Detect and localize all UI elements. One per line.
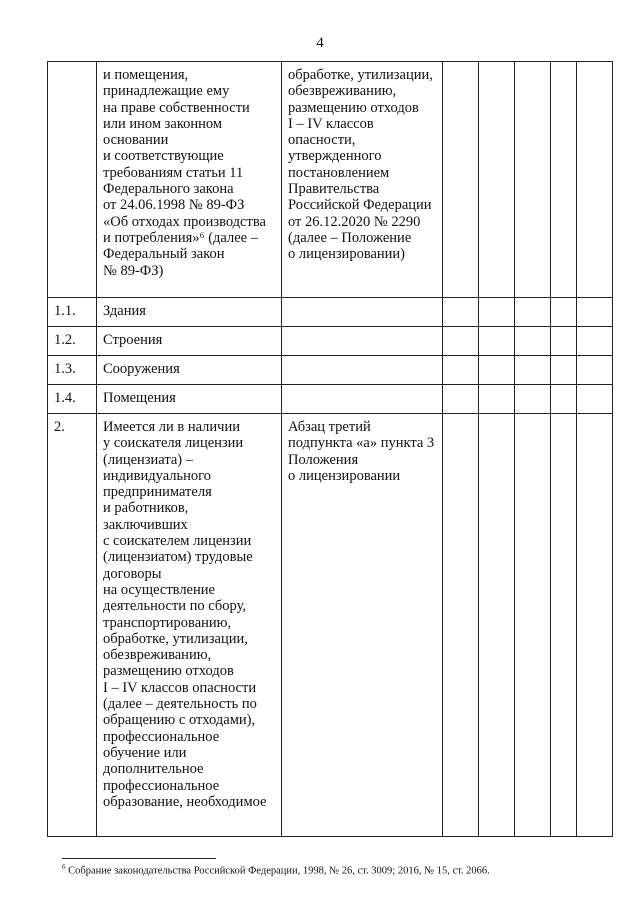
reference-line: Абзац третий [288,419,371,435]
reference-line: подпункта «а» пункта 3 [288,435,435,452]
requirement-line: и потребления»⁶ (далее – [103,229,258,246]
reference-line: утвержденного [288,148,382,165]
requirement-cell [97,327,282,356]
reference-line: обработке, утилизации, [288,67,433,83]
answer-cell [577,385,613,414]
answer-cell [551,62,577,298]
requirement-line: индивидуального [103,467,211,484]
row-number: 1.3. [48,356,97,385]
footnote-text: Собрание законодательства Российской Федерации, 1998, № 26, ст. 3009; 2016, № 15, ст. 2066. [68,865,490,877]
requirement-cell [97,298,282,327]
row-number: 2. [48,414,97,837]
requirement-cell [97,356,282,385]
row-number: 1.2. [48,327,97,356]
answer-cell [443,298,479,327]
legal-reference-cell [282,62,443,298]
requirement-line: дополнительное [103,761,204,778]
reference-line: о лицензировании) [288,246,406,263]
requirement-line: договоры [103,565,162,582]
requirement-line: Здания [103,303,146,319]
reference-line: размещению отходов [288,99,419,116]
requirement-line: и соответствующие [103,148,224,165]
answer-cell [577,356,613,385]
requirement-line: обучение или [103,744,187,761]
row-number: 1.1. [48,298,97,327]
answer-cell [515,298,551,327]
answer-cell [479,298,515,327]
requirement-line: требованиям статьи 11 [103,164,244,181]
requirement-cell [97,62,282,298]
requirement-line: от 24.06.1998 № 89-ФЗ [103,197,245,214]
answer-cell [515,356,551,385]
requirement-line: основании [103,132,169,149]
reference-line: обезвреживанию, [288,83,397,100]
legal-reference-cell [282,414,443,837]
table-row [48,385,613,414]
answer-cell [443,414,479,837]
requirement-cell [97,385,282,414]
answer-cell [443,356,479,385]
reference-line: Правительства [288,181,380,198]
footnote-marker: 6 [62,863,66,871]
requirement-line: (лицензиата) – [103,451,193,468]
reference-line: постановлением [288,164,390,181]
answer-cell [551,414,577,837]
requirement-line: и работников, [103,500,189,517]
requirement-line: и помещения, [103,67,189,83]
requirement-line: профессиональное [103,728,220,745]
requirement-line: I – IV классов опасности [103,679,257,696]
row-number: 1.4. [48,385,97,414]
row-number [48,62,97,298]
requirement-line: образование, необходимое [103,793,267,810]
requirement-line: обращению с отходами), [103,712,256,729]
answer-cell [443,385,479,414]
answer-cell [443,327,479,356]
requirement-line: профессиональное [103,777,220,794]
answer-cell [551,356,577,385]
requirement-line: Федерального закона [103,181,234,198]
reference-line: о лицензировании [288,467,401,484]
requirement-line: транспортированию, [103,614,232,631]
legal-reference-cell [282,327,443,356]
footnote [62,863,490,877]
answer-cell [515,62,551,298]
answer-cell [479,385,515,414]
requirement-line: Строения [103,332,163,348]
requirement-line: Сооружения [103,361,180,377]
answer-cell [479,327,515,356]
reference-line: (далее – Положение [288,229,412,246]
answer-cell [577,327,613,356]
table-row [48,62,613,298]
requirement-line: размещению отходов [103,663,234,680]
checklist-table [47,61,613,837]
answer-cell [479,62,515,298]
table-row [48,414,613,837]
footnote-separator [62,858,216,859]
requirement-line: «Об отходах производства [103,213,266,230]
answer-cell [577,298,613,327]
answer-cell [551,298,577,327]
requirement-line: или ином законном [103,115,223,132]
requirement-line: Помещения [103,390,176,406]
answer-cell [443,62,479,298]
requirement-line: у соискателя лицензии [103,435,244,452]
legal-reference-cell [282,385,443,414]
table-row [48,298,613,327]
answer-cell [577,62,613,298]
requirement-line: на праве собственности [103,99,250,116]
answer-cell [515,385,551,414]
page-number: 4 [316,35,324,51]
requirement-line: Федеральный закон [103,246,225,263]
answer-cell [515,414,551,837]
requirement-line: обработке, утилизации, [103,630,248,647]
requirement-line: деятельности по сбору, [103,598,246,615]
answer-cell [479,356,515,385]
answer-cell [479,414,515,837]
reference-line: опасности, [288,132,356,149]
legal-reference-cell [282,298,443,327]
requirement-line: предпринимателя [103,484,212,501]
reference-line: от 26.12.2020 № 2290 [288,213,421,230]
reference-line: Российской Федерации [288,197,432,214]
requirement-line: (далее – деятельность по [103,696,257,713]
answer-cell [577,414,613,837]
requirement-line: заключивших [103,516,188,533]
answer-cell [551,327,577,356]
requirement-line: (лицензиатом) трудовые [103,549,253,566]
requirement-line: с соискателем лицензии [103,533,252,550]
table-row [48,327,613,356]
reference-line: Положения [288,451,359,468]
requirement-line: на осуществление [103,581,215,598]
answer-cell [515,327,551,356]
answer-cell [551,385,577,414]
requirement-line: обезвреживанию, [103,647,212,664]
requirement-line: № 89-ФЗ) [103,262,164,279]
legal-reference-cell [282,356,443,385]
requirement-line: Имеется ли в наличии [103,419,240,435]
requirement-line: принадлежащие ему [103,83,230,100]
requirement-cell [97,414,282,837]
table-row [48,356,613,385]
reference-line: I – IV классов [288,115,374,132]
